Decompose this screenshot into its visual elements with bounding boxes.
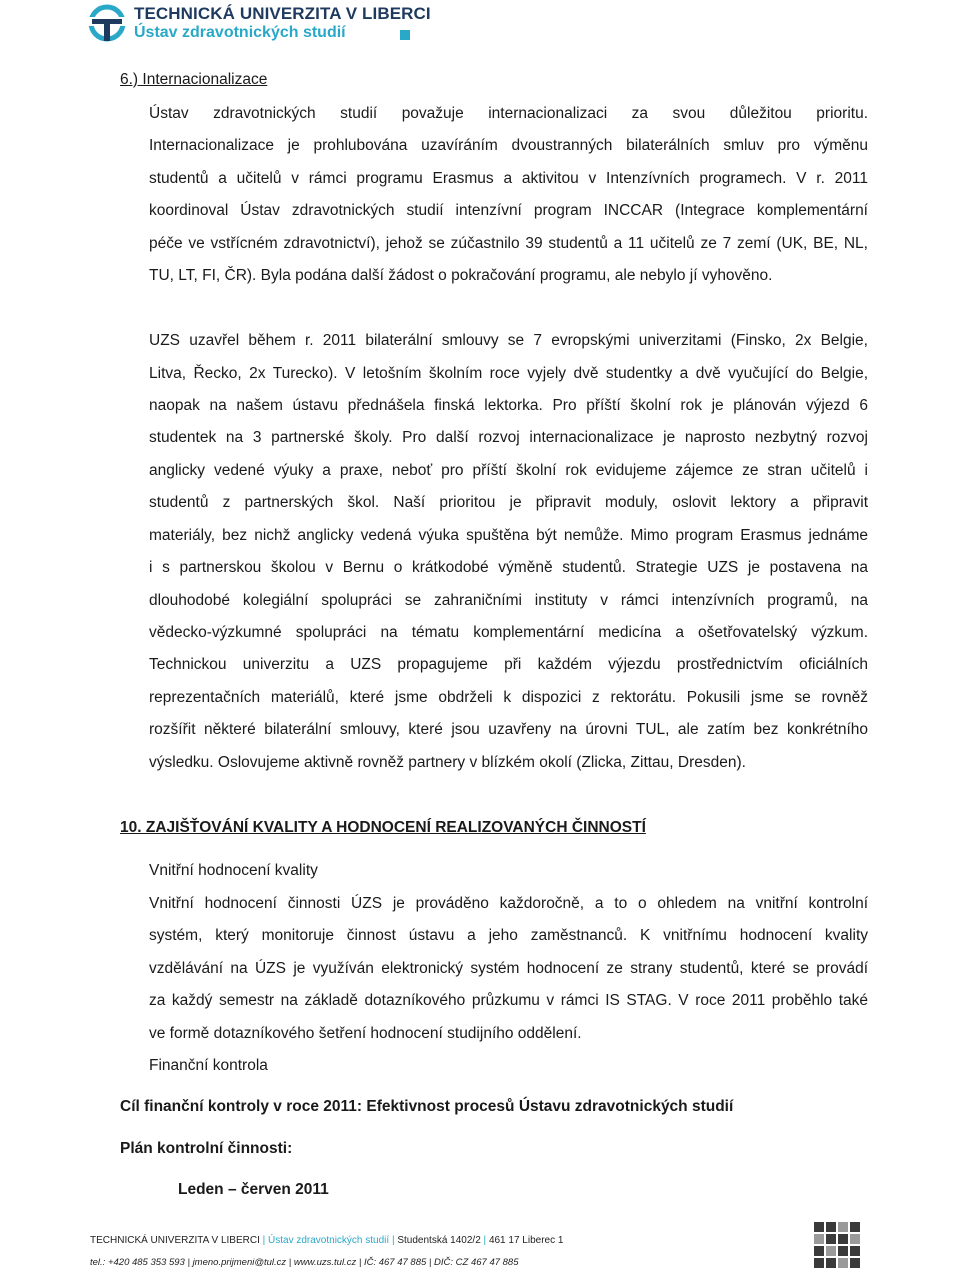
footer-address: Studentská 1402/2	[397, 1235, 481, 1246]
text-line: vědecko-výzkumné spolupráci na tématu komplementární medicína a ošetřovatelský výzkum.	[149, 624, 868, 641]
financial-control-goal: Cíl finanční kontroly v roce 2011: Efektivnost procesů Ústavu zdravotnických studií	[120, 1098, 734, 1115]
text-line: Internacionalizace je prohlubována uzavíráním dvoustranných bilaterálních smluv pro výměnu	[149, 137, 868, 154]
footer-zip-city: 461 17 Liberec 1	[488, 1235, 564, 1246]
section-6-title: 6.) Internacionalizace	[120, 71, 268, 88]
text-line: Vnitřní hodnocení činnosti ÚZS je prováděno každoročně, a to o ohledem na vnitřní kontrolní	[149, 895, 868, 912]
text-line: Litva, Řecko, 2x Turecko). V letošním školním roce vyjely dvě studentky a dvě vyučující do Belgie,	[149, 365, 868, 382]
section-10-title: 10. ZAJIŠŤOVÁNÍ KVALITY A HODNOCENÍ REALIZOVANÝCH ČINNOSTÍ	[120, 819, 646, 836]
text-line: anglicky vedené výuky a praxe, neboť pro příští školní rok evidujeme zájemce ze stran učitelů i	[149, 462, 868, 479]
control-period: Leden – červen 2011	[178, 1181, 329, 1198]
text-line: materiály, bez nichž anglicky vedená výuka spuštěna být nemůže. Mimo program Erasmus jednáme	[149, 527, 868, 544]
footer-institute: Ústav zdravotnických studií	[268, 1235, 390, 1246]
footer-address-line: TECHNICKÁ UNIVERZITA V LIBERCI | Ústav zdravotnických studií | Studentská 1402/2 | 461 17 Liberec 1	[90, 1235, 564, 1246]
text-line: UZS uzavřel během r. 2011 bilaterální smlouvy se 7 evropskými univerzitami (Finsko, 2x Belgie,	[149, 332, 868, 349]
university-name: TECHNICKÁ UNIVERZITA V LIBERCI	[134, 4, 431, 23]
text-line: Technickou univerzitu a UZS propagujeme při každém výjezdu prostřednictvím oficiálních	[149, 656, 868, 673]
page-header	[88, 4, 431, 48]
text-line: vzdělávání na ÚZS je využíván elektronický systém hodnocení ze strany studentů, které se provádí	[149, 960, 868, 977]
financial-control-heading: Finanční kontrola	[149, 1057, 268, 1074]
footer-university: TECHNICKÁ UNIVERZITA V LIBERCI	[90, 1235, 260, 1246]
text-line: studentů z partnerských škol. Naší prioritou je připravit moduly, oslovit lektory a připravit	[149, 494, 868, 511]
text-line: výsledku. Oslovujeme aktivně rovněž partnery v blízkém okolí (Zlicka, Zittau, Dresden).	[149, 754, 746, 771]
text-line: studentek na 3 partnerské školy. Pro další rozvoj internacionalizace je naprosto nezbytný rozvoj	[149, 429, 868, 446]
text-line: TU, LT, FI, ČR). Byla podána další žádost o pokračování programu, ale nebylo jí vyhověno.	[149, 267, 773, 284]
footer-grid-logo-icon	[814, 1222, 862, 1270]
text-line: ve formě dotazníkového šetření hodnocení studijního oddělení.	[149, 1025, 582, 1042]
university-logo-icon	[88, 4, 128, 44]
control-plan-heading: Plán kontrolní činnosti:	[120, 1140, 293, 1157]
text-line: dlouhodobé kolegiální spolupráci se zahraničními instituty v rámci intenzívních programů, na	[149, 592, 868, 609]
text-line: koordinoval Ústav zdravotnických studií intenzívní program INCCAR (Integrace komplementární	[149, 202, 868, 219]
text-line: systém, který monitoruje činnost ústavu a jeho zaměstnanců. K vnitřnímu hodnocení kvality	[149, 927, 868, 944]
footer-contact-line: tel.: +420 485 353 593 | jmeno.prijmeni@tul.cz | www.uzs.tul.cz | IČ: 467 47 885 | DIČ: CZ 467 47 885	[90, 1257, 519, 1268]
text-line: Ústav zdravotnických studií považuje internacionalizaci za svou důležitou prioritu.	[149, 105, 868, 122]
text-line: naopak na našem ústavu přednášela finská lektorka. Pro příští školní rok je plánován výjezd 6	[149, 397, 868, 414]
text-line: reprezentačních materiálů, které jsme obdrželi k dispozici z rektorátu. Pokusili jsme se rovněž	[149, 689, 868, 706]
internal-quality-heading: Vnitřní hodnocení kvality	[149, 862, 318, 879]
brand-square-icon	[400, 30, 410, 40]
text-line: rozšířit některé bilaterální smlouvy, které jsou uzavřeny na úrovni TUL, ale zatím bez konkrétního	[149, 721, 868, 738]
text-line: za každý semestr na základě dotazníkového průzkumu v rámci IS STAG. V roce 2011 proběhlo také	[149, 992, 868, 1009]
text-line: studentů a učitelů v rámci programu Erasmus a aktivitou v Intenzívních programech. V r. 2011	[149, 170, 868, 187]
institute-name: Ústav zdravotnických studií	[134, 24, 346, 41]
text-line: i s partnerskou školou v Bernu o krátkodobé výměně studentů. Strategie UZS je postavena na	[149, 559, 868, 576]
text-line: péče ve vstřícném zdravotnictví), jehož se zúčastnilo 39 studentů a 11 učitelů ze 7 zemí (UK, BE, NL,	[149, 235, 868, 252]
